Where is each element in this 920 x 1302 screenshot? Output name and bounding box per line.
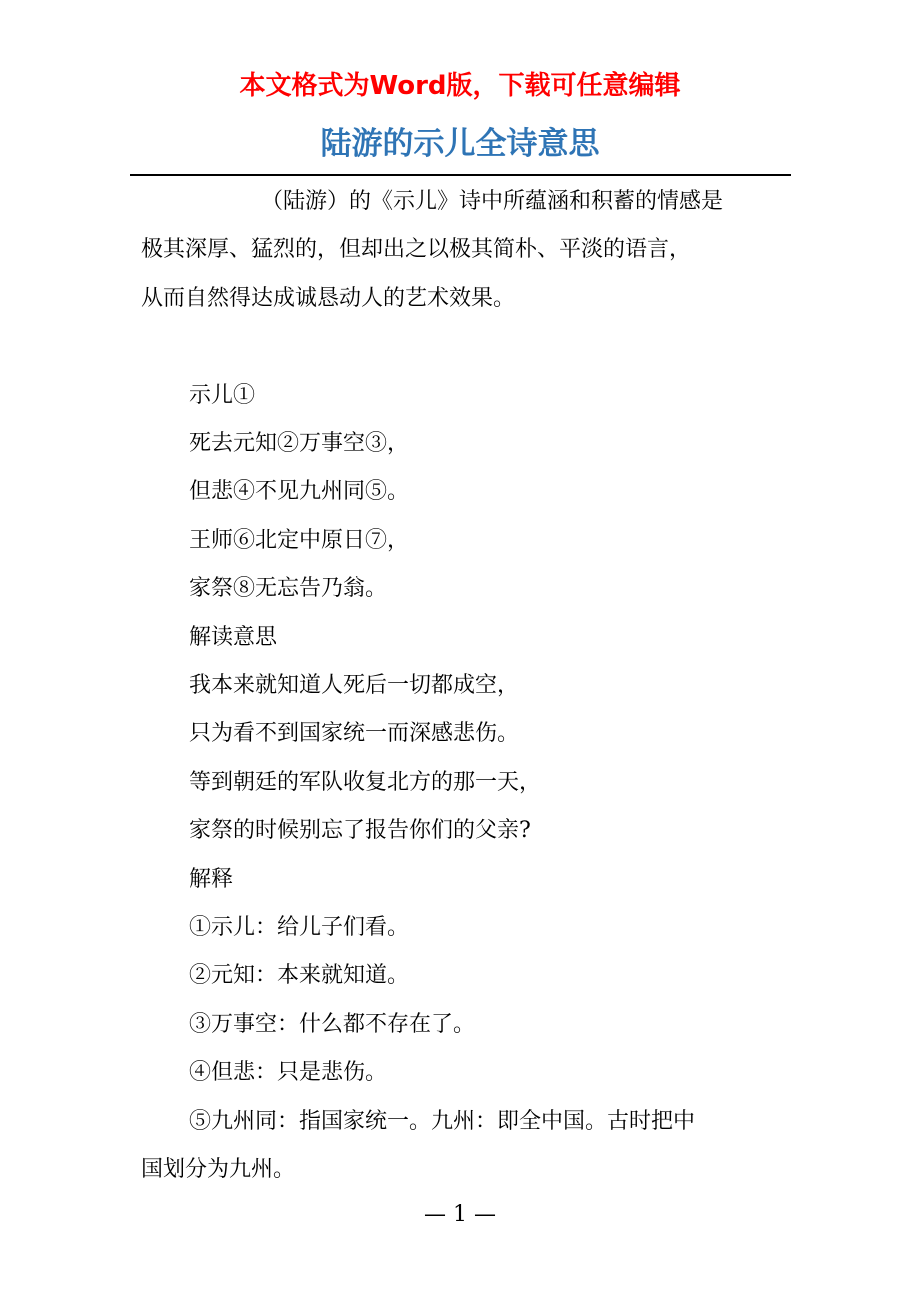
note-item: ③万事空：什么都不存在了。: [189, 1011, 476, 1037]
document-body: [141, 178, 781, 1195]
intro-paragraph-line: （陆游）的《示儿》诗中所蕴涵和积蓄的情感是: [261, 189, 724, 214]
interpretation-line: 我本来就知道人死后一切都成空，: [189, 673, 520, 699]
note-item: ④但悲：只是悲伤。: [189, 1060, 388, 1086]
poem-line: 家祭⑧无忘告乃翁。: [189, 576, 388, 602]
poem-line: 死去元知②万事空③，: [189, 431, 410, 457]
note-item-continuation: 国划分为九州。: [141, 1157, 296, 1183]
interpretation-line: 家祭的时候别忘了报告你们的父亲?: [189, 818, 531, 844]
blank-line: [141, 323, 781, 371]
interpretation-heading: 解读意思: [189, 624, 278, 650]
document-title: 陆游的示儿全诗意思: [320, 126, 600, 162]
interpretation-line: 等到朝廷的军队收复北方的那一天，: [189, 769, 542, 795]
poem-title: 示儿①: [189, 382, 256, 408]
page-number: — 1 —: [424, 1202, 496, 1227]
format-notice-banner: 本文格式为Word版，下载可任意编辑: [239, 71, 681, 101]
poem-line: 王师⑥北定中原日⑦，: [189, 527, 410, 553]
note-item: ①示儿：给儿子们看。: [189, 915, 410, 941]
note-item: ⑤九州同：指国家统一。九州：即全中国。古时把中: [189, 1108, 696, 1134]
intro-paragraph-line: 从而自然得达成诚恳动人的艺术效果。: [141, 285, 516, 311]
title-divider: [130, 174, 791, 176]
note-item: ②元知：本来就知道。: [189, 963, 410, 989]
interpretation-line: 只为看不到国家统一而深感悲伤。: [189, 721, 520, 747]
poem-line: 但悲④不见九州同⑤。: [189, 479, 410, 505]
notes-heading: 解释: [189, 866, 234, 892]
intro-paragraph-line: 极其深厚、猛烈的，但却出之以极其简朴、平淡的语言，: [141, 237, 692, 263]
